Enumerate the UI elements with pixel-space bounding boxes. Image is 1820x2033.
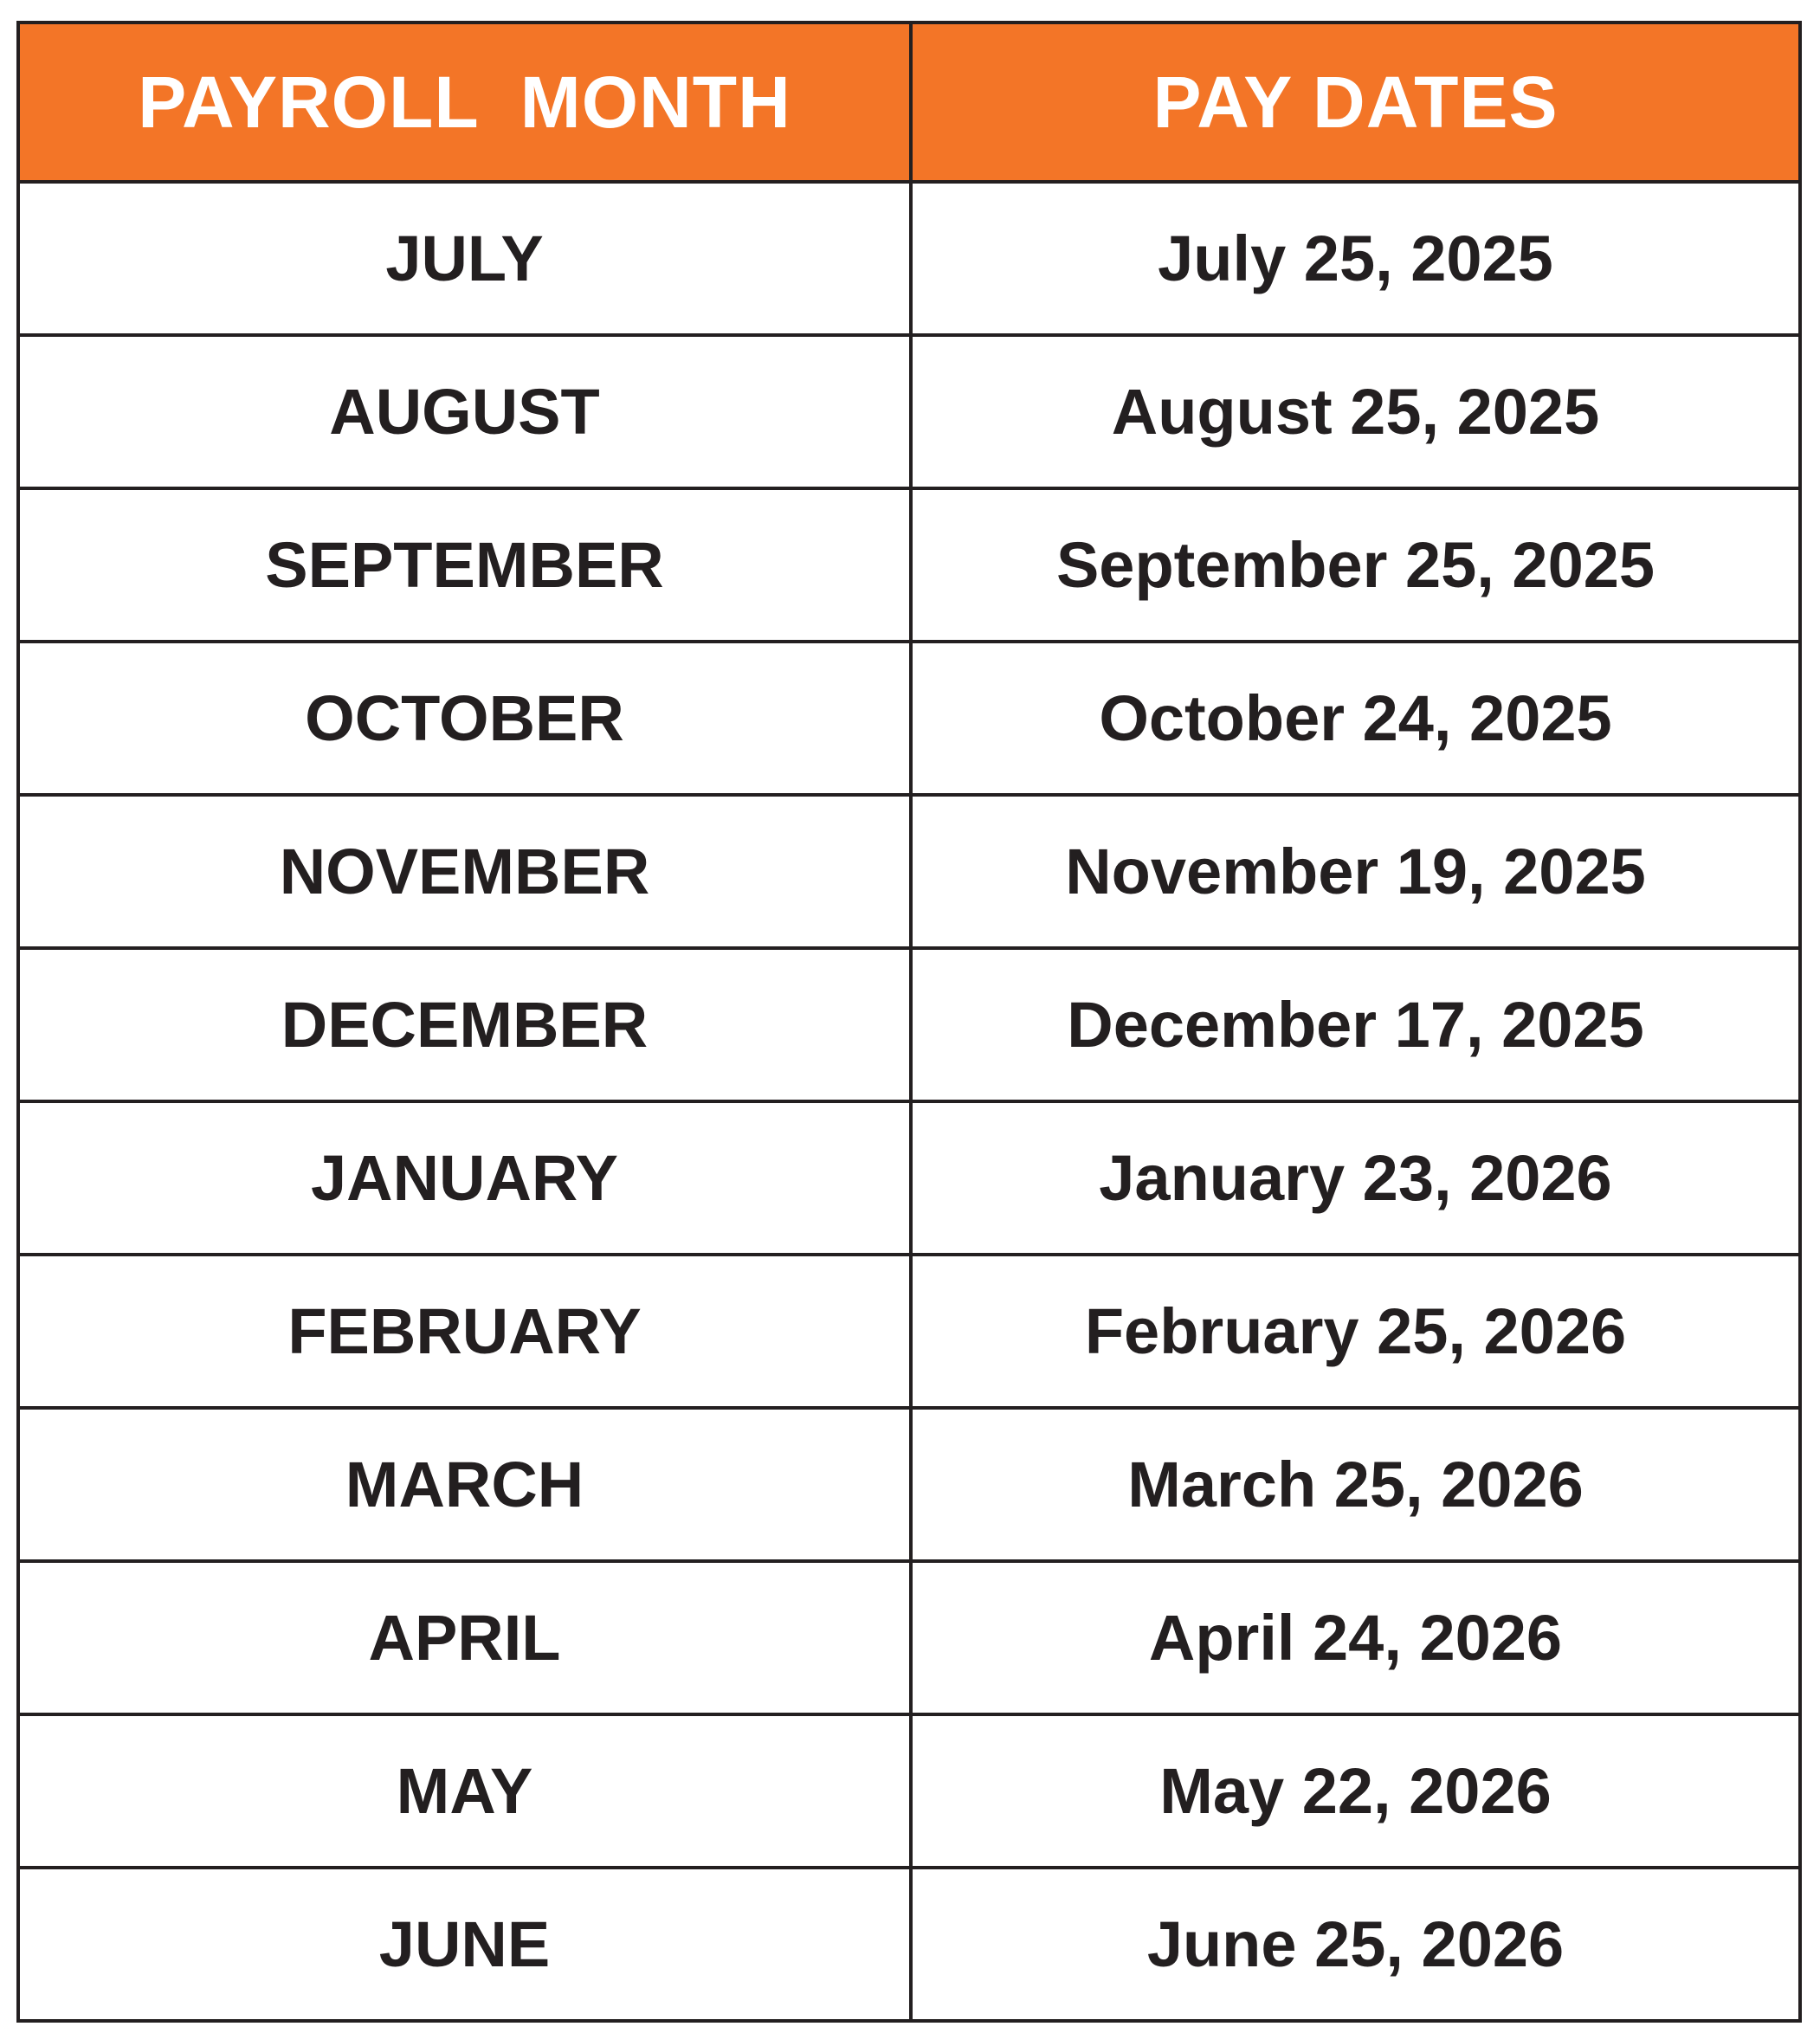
table-row xyxy=(20,1866,1798,2019)
table-row xyxy=(20,180,1798,333)
header-payroll-month: PAYROLL MONTH xyxy=(20,24,913,180)
table-row xyxy=(20,946,1798,1100)
table-row xyxy=(20,1100,1798,1253)
table-header-row xyxy=(20,24,1798,180)
pay-date-cell: April 24, 2026 xyxy=(1148,1602,1563,1674)
pay-date-cell: October 24, 2025 xyxy=(1099,682,1612,754)
pay-date-cell: November 19, 2025 xyxy=(1065,836,1646,907)
pay-date-cell: June 25, 2026 xyxy=(1146,1908,1565,1980)
pay-date-cell: July 25, 2025 xyxy=(1158,223,1553,294)
table-row xyxy=(20,640,1798,793)
table-row xyxy=(20,1406,1798,1559)
header-pay-dates: PAY DATES xyxy=(1152,61,1559,143)
month-cell: AUGUST xyxy=(20,337,913,487)
pay-date-cell: March 25, 2026 xyxy=(1127,1449,1584,1520)
pay-date-cell: August 25, 2025 xyxy=(1111,376,1600,448)
month-cell: OCTOBER xyxy=(20,643,913,793)
month-cell: MARCH xyxy=(20,1410,913,1559)
pay-date-cell: January 23, 2026 xyxy=(1099,1142,1612,1214)
table-row xyxy=(20,1559,1798,1713)
month-cell: JULY xyxy=(20,184,913,333)
pay-date-cell: September 25, 2025 xyxy=(1055,529,1655,601)
month-cell: SEPTEMBER xyxy=(20,490,913,640)
pay-date-cell: February 25, 2026 xyxy=(1084,1295,1627,1367)
table-row xyxy=(20,1713,1798,1866)
month-cell: NOVEMBER xyxy=(20,797,913,946)
table-row xyxy=(20,793,1798,946)
month-cell: JANUARY xyxy=(20,1103,913,1253)
month-cell: JUNE xyxy=(20,1869,913,2019)
month-cell: APRIL xyxy=(20,1563,913,1713)
table-row xyxy=(20,1253,1798,1406)
pay-date-cell: May 22, 2026 xyxy=(1159,1755,1552,1827)
month-cell: FEBRUARY xyxy=(20,1256,913,1406)
pay-date-cell: December 17, 2025 xyxy=(1067,989,1644,1061)
table-row xyxy=(20,333,1798,487)
month-cell: DECEMBER xyxy=(20,950,913,1100)
month-cell: MAY xyxy=(20,1716,913,1866)
payroll-table xyxy=(16,21,1802,2023)
table-row xyxy=(20,487,1798,640)
